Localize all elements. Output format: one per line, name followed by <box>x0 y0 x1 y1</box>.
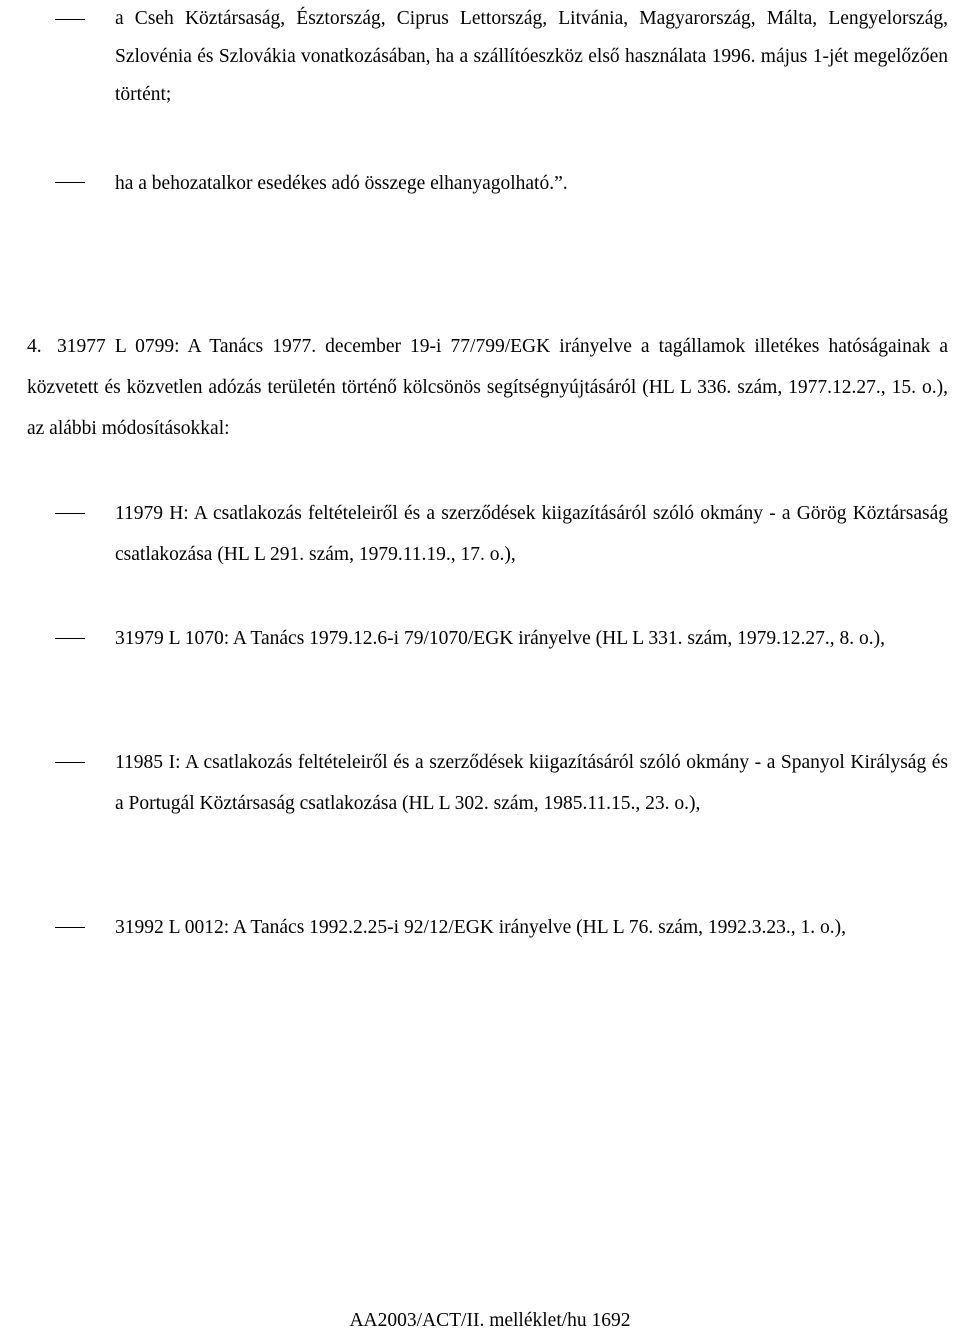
page-footer: AA2003/ACT/II. melléklet/hu 1692 <box>349 1310 631 1331</box>
section-text: 31977 L 0799: A Tanács 1977. december 19-i 77/799/EGK irányelve a tagállamok illetékes hatóságainak a közvetett és közvetlen adózás területén történő kölcsönös segítségnyújtásáról (HL L 336. szám, 1977.12.27., 15. o.), az alábbi módosításokkal: <box>27 336 948 439</box>
list-item <box>55 742 948 824</box>
list-item <box>55 163 948 204</box>
list-item <box>55 0 948 114</box>
dash-marker <box>55 762 85 763</box>
list-item-text: 11979 H: A csatlakozás feltételeiről és a szerződések kiigazításáról szóló okmány - a Görög Köztársaság csatlakozása (HL L 291. szám, 1979.11.19., 17. o.), <box>115 503 948 565</box>
list-item-text: ha a behozatalkor esedékes adó összege elhanyagolható.”. <box>115 173 568 194</box>
section-number: 4. <box>27 336 42 357</box>
list-item-text: 11985 I: A csatlakozás feltételeiről és a szerződések kiigazításáról szóló okmány - a Spanyol Királyság és a Portugál Köztársaság csatlakozása (HL L 302. szám, 1985.11.15., 23. o.), <box>115 752 948 814</box>
dash-marker <box>55 927 85 928</box>
list-item <box>55 907 948 948</box>
dash-marker <box>55 182 85 183</box>
list-item <box>55 493 948 575</box>
list-item-text: a Cseh Köztársaság, Észtország, Ciprus Lettország, Litvánia, Magyarország, Málta, Lengyelország, Szlovénia és Szlovákia vonatkozásában, ha a szállítóeszköz első használata 1996. május 1-jét megelőzően történt; <box>115 8 948 105</box>
list-item <box>55 618 948 659</box>
dash-marker <box>55 638 85 639</box>
list-item-text: 31992 L 0012: A Tanács 1992.2.25-i 92/12/EGK irányelve (HL L 76. szám, 1992.3.23., 1. o.), <box>115 917 847 938</box>
section-paragraph <box>27 326 948 449</box>
dash-marker <box>55 19 85 20</box>
dash-marker <box>55 513 85 514</box>
list-item-text: 31979 L 1070: A Tanács 1979.12.6-i 79/1070/EGK irányelve (HL L 331. szám, 1979.12.27., 8. o.), <box>115 628 886 649</box>
